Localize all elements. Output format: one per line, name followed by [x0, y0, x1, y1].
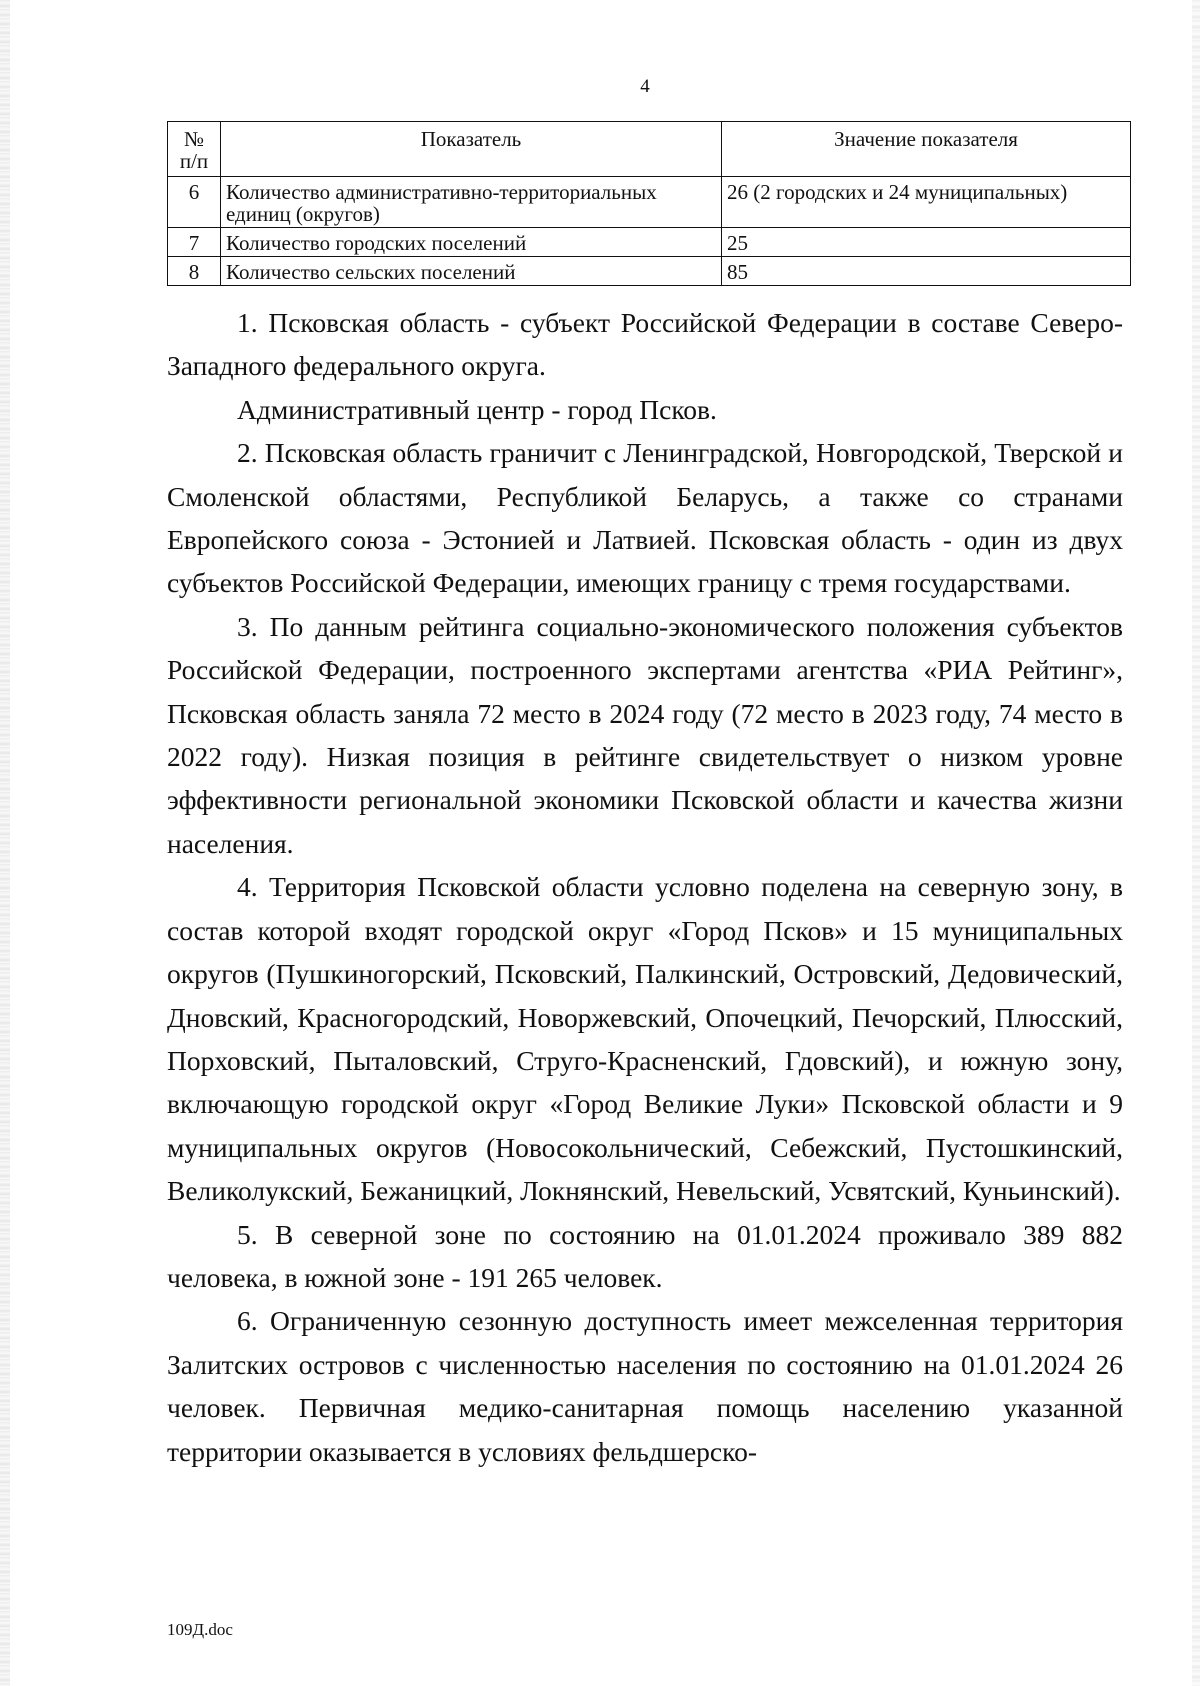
paragraph-2: 2. Псковская область граничит с Ленинградской, Новгородской, Тверской и Смоленской областями, Республикой Беларусь, а также со странами Европейского союза - Эстонией и Латвией. Псковская область - один из двух субъектов Российской Федерации, имеющих границу с тремя государствами.	[167, 437, 1123, 599]
scan-edge-left	[0, 0, 10, 1686]
paragraph-1: 1. Псковская область - субъект Российской Федерации в составе Северо-Западного федерального округа.	[167, 307, 1123, 382]
row-value: 26 (2 городских и 24 муниципальных)	[722, 177, 1131, 228]
paragraph-4: 4. Территория Псковской области условно поделена на северную зону, в состав которой входят городской округ «Город Псков» и 15 муниципальных округов (Пушкиногорский, Псковский, Палкинский, Островский, Дедовический, Дновский, Красногородский, Новоржевский, Опочецкий, Печорский, Плюсский, Порховский, Пыталовский, Струго-Красненский, Гдовский), и южную зону, включающую городской округ «Город Великие Луки» Псковской области и 9 муниципальных округов (Новосокольнический, Себежский, Пустошкинский, Великолукский, Бежаницкий, Локнянский, Невельский, Усвятский, Куньинский).	[167, 871, 1123, 1207]
table-header-row	[168, 122, 1131, 177]
paragraph-5: 5. В северной зоне по состоянию на 01.01.2024 проживало 389 882 человека, в южной зоне - 191 265 человек.	[167, 1218, 1123, 1293]
indicator-table	[167, 121, 1131, 286]
row-value: 85	[722, 257, 1131, 286]
table-row	[168, 228, 1131, 257]
row-indicator: Количество городских поселений	[221, 228, 722, 257]
column-header-indicator: Показатель	[221, 122, 722, 177]
column-header-num: № п/п	[168, 122, 221, 177]
scan-edge-right	[1192, 0, 1200, 1686]
row-indicator: Количество сельских поселений	[221, 257, 722, 286]
paragraph-6: 6. Ограниченную сезонную доступность имеет межселенная территория Залитских островов с численностью населения по состоянию на 01.01.2024 26 человек. Первичная медико-санитарная помощь населению указанной территории оказывается в условиях фельдшерско-	[167, 1305, 1123, 1467]
table-row	[168, 177, 1131, 228]
row-indicator: Количество административно-территориальных единиц (округов)	[221, 177, 722, 228]
table-row	[168, 257, 1131, 286]
column-header-value: Значение показателя	[722, 122, 1131, 177]
footer-filename: 109Д.doc	[167, 1620, 233, 1639]
row-num: 8	[168, 257, 221, 286]
page-number: 4	[640, 76, 650, 97]
document-body	[167, 301, 1123, 1473]
row-num: 6	[168, 177, 221, 228]
paragraph-admin-center: Административный центр - город Псков.	[237, 393, 717, 425]
row-value: 25	[722, 228, 1131, 257]
row-num: 7	[168, 228, 221, 257]
paragraph-3: 3. По данным рейтинга социально-экономического положения субъектов Российской Федерации, построенного экспертами агентства «РИА Рейтинг», Псковская область заняла 72 место в 2024 году (72 место в 2023 году, 74 место в 2022 году). Низкая позиция в рейтинге свидетельствует о низком уровне эффективности региональной экономики Псковской области и качества жизни населения.	[167, 610, 1123, 859]
